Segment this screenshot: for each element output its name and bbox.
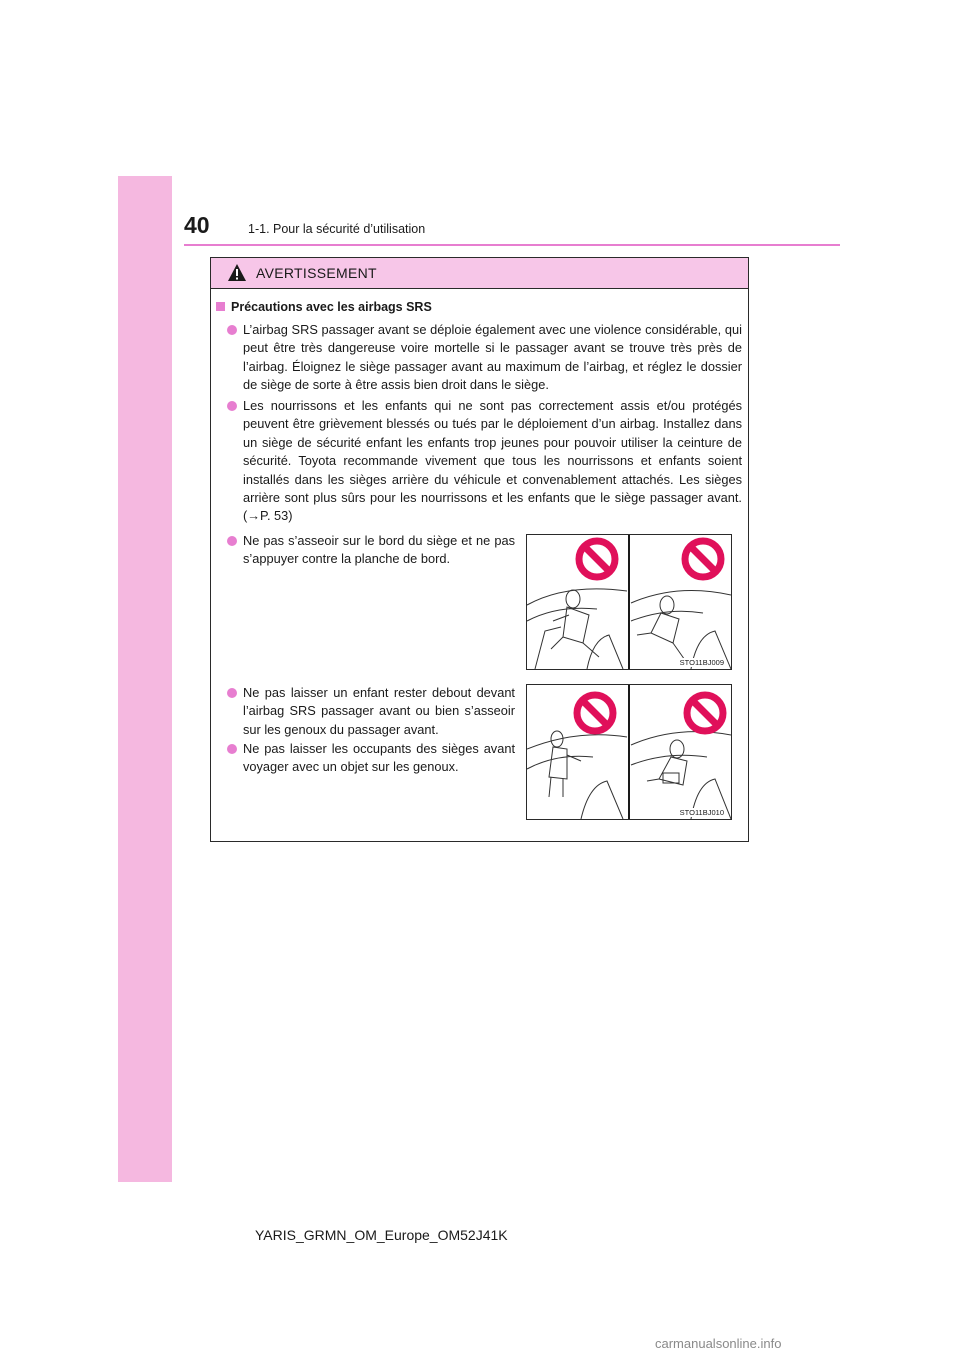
section-title: 1-1. Pour la sécurité d’utilisation xyxy=(248,222,426,236)
prohibition-icon xyxy=(577,695,613,731)
figure-illustration xyxy=(526,534,732,670)
bullet-item xyxy=(243,740,515,777)
bullet-item xyxy=(243,397,742,526)
bullet-item xyxy=(243,684,515,739)
bullet-text: Ne pas laisser un enfant rester debout devant l’airbag SRS passager avant ou bien s’asseoir sur les genoux du passager avant. xyxy=(243,685,515,737)
warning-subheading xyxy=(216,300,432,314)
warning-header xyxy=(211,258,748,289)
figure-illustration xyxy=(526,684,732,820)
figure-code: STO11BJ010 xyxy=(679,808,724,817)
prohibition-icon xyxy=(579,541,615,577)
watermark: carmanualsonline.info xyxy=(655,1336,782,1351)
warning-title: AVERTISSEMENT xyxy=(256,265,377,281)
page-number: 40 xyxy=(184,212,210,238)
document-code: YARIS_GRMN_OM_Europe_OM52J41K xyxy=(255,1227,508,1243)
warning-subheading-text: Précautions avec les airbags SRS xyxy=(231,300,432,314)
figure-code: STO11BJ009 xyxy=(679,658,724,667)
side-tab xyxy=(118,176,172,1182)
bullet-text: Les nourrissons et les enfants qui ne sont pas correctement assis et/ou protégés peuvent être grièvement blessés ou tués par le déploiement d’un airbag. Installez dans un siège de sécurité enfant les enfants trop jeunes pour pouvoir utiliser la ceinture de sécurité. Toyota recommande vivement que tous les nourrissons et enfants soient installés dans les sièges arrière du véhicule et convenablement attachés. Les sièges arrière sont plus sûrs pour les nourrissons et les enfants que le siège passager avant. (→P. 53) xyxy=(243,398,742,524)
bullet-dot-icon xyxy=(227,744,237,754)
square-bullet-icon xyxy=(216,302,225,311)
bullet-dot-icon xyxy=(227,401,237,411)
figure-drawing xyxy=(527,685,731,819)
prohibition-icon xyxy=(685,541,721,577)
warning-triangle-icon xyxy=(227,263,247,282)
bullet-dot-icon xyxy=(227,688,237,698)
prohibition-icon xyxy=(687,695,723,731)
figure-drawing xyxy=(527,535,731,669)
bullet-text: Ne pas s’asseoir sur le bord du siège et ne pas s’appuyer contre la planche de bord. xyxy=(243,533,515,567)
bullet-text: L’airbag SRS passager avant se déploie également avec une violence considérable, qui peut être très dangereuse voire mortelle si le passager avant se trouve très près de l’airbag. Éloignez le siège passager avant au maximum de l’airbag, et réglez le dossier de siège de sorte à être assis bien droit dans le siège. xyxy=(243,322,742,393)
bullet-item xyxy=(243,532,515,569)
bullet-dot-icon xyxy=(227,325,237,335)
bullet-dot-icon xyxy=(227,536,237,546)
bullet-text: Ne pas laisser les occupants des sièges avant voyager avec un objet sur les genoux. xyxy=(243,741,515,775)
bullet-item xyxy=(243,321,742,395)
header-rule xyxy=(184,244,840,246)
